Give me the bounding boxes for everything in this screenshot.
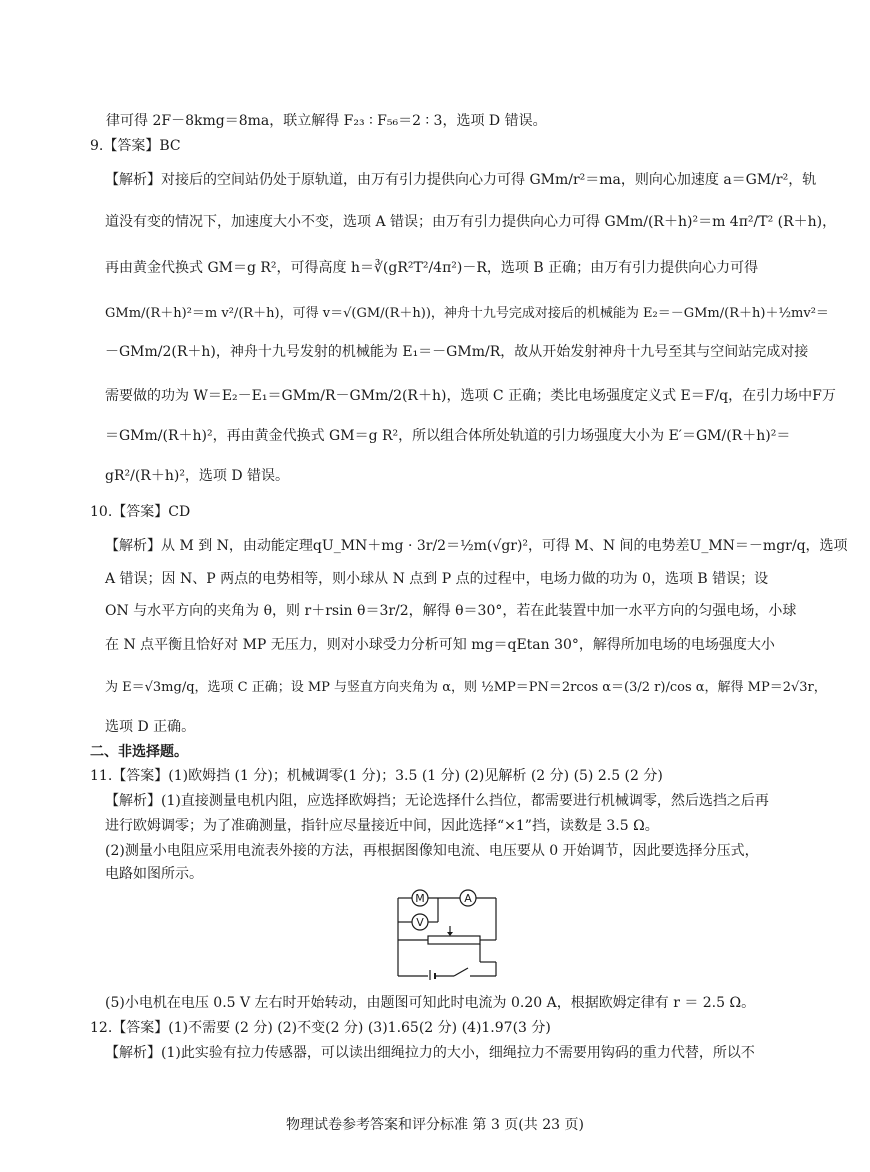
text-line: 【解析】对接后的空间站仍处于原轨道，由万有引力提供向心力可得 GMm/r²＝ma，则向心加速度 a＝GM/r²，轨 <box>105 172 817 188</box>
text-line: A 错误；因 N、P 两点的电势相等，则小球从 N 点到 P 点的过程中，电场力做的功为 0，选项 B 错误；设 <box>105 571 769 587</box>
answer-heading-12: 12.【答案】(1)不需要 (2 分) (2)不变(2 分) (3)1.65(2 分) (4)1.97(3 分) <box>90 1020 551 1036</box>
answer-heading-11: 11.【答案】(1)欧姆挡 (1 分)；机械调零(1 分)；3.5 (1 分) (2)见解析 (2 分) (5) 2.5 (2 分) <box>90 768 663 784</box>
text-line: 进行欧姆调零；为了准确测量，指针应尽量接近中间，因此选择“×1”挡，读数是 3.5 Ω。 <box>105 818 659 834</box>
text-line: 需要做的功为 W＝E₂－E₁＝GMm/R－GMm/2(R＋h)，选项 C 正确；类比电场强度定义式 E＝F/q，在引力场中F万 <box>105 388 836 404</box>
circuit-diagram <box>388 888 504 980</box>
text-line: 在 N 点平衡且恰好对 MP 无压力，则对小球受力分析可知 mg＝qEtan 30°，解得所加电场的电场强度大小 <box>105 637 775 653</box>
text-line: 【解析】从 M 到 N，由动能定理qU_MN＋mg · 3r/2＝½m(√gr)²，可得 M、N 间的电势差U_MN＝－mgr/q，选项 <box>105 538 848 554</box>
text-line: 选项 D 正确。 <box>105 719 196 735</box>
text-line: 律可得 2F－8kmg＝8ma，联立解得 F₂₃ ∶ F₅₆＝2 ∶ 3，选项 D 错误。 <box>106 113 547 129</box>
text-line: 【解析】(1)直接测量电机内阻，应选择欧姆挡；无论选择什么挡位，都需要进行机械调零，然后选挡之后再 <box>105 793 769 809</box>
answer-heading-10: 10.【答案】CD <box>90 504 191 520</box>
text-line: (5)小电机在电压 0.5 V 左右时开始转动，由题图可知此时电流为 0.20 A，根据欧姆定律有 r ＝ 2.5 Ω。 <box>105 995 756 1011</box>
motor-label: M <box>415 892 425 905</box>
text-line: ON 与水平方向的夹角为 θ，则 r＋rsin θ＝3r/2，解得 θ＝30°，若在此装置中加一水平方向的匀强电场，小球 <box>105 603 797 619</box>
text-line: gR²/(R＋h)²，选项 D 错误。 <box>105 468 290 484</box>
answer-heading-9: 9.【答案】BC <box>90 138 181 154</box>
ammeter-label: A <box>464 892 472 905</box>
text-line: (2)测量小电阻应采用电流表外接的方法，再根据图像知电流、电压要从 0 开始调节，因此要选择分压式， <box>105 843 759 859</box>
text-line: －GMm/2(R＋h)，神舟十九号发射的机械能为 E₁＝－GMm/R，故从开始发射神舟十九号至其与空间站完成对接 <box>105 344 809 360</box>
voltmeter-label: V <box>416 916 424 929</box>
text-line: 【解析】(1)此实验有拉力传感器，可以读出细绳拉力的大小，细绳拉力不需要用钩码的重力代替，所以不 <box>105 1045 755 1061</box>
text-line: GMm/(R＋h)²＝m v²/(R＋h)，可得 v＝√(GM/(R＋h))，神舟十九号完成对接后的机械能为 E₂＝－GMm/(R＋h)＋½mv²＝ <box>105 306 829 321</box>
text-line: 道没有变的情况下，加速度大小不变，选项 A 错误；由万有引力提供向心力可得 GMm/(R＋h)²＝m 4π²/T² (R＋h)， <box>105 214 837 230</box>
page-footer: 物理试卷参考答案和评分标准 第 3 页(共 23 页) <box>286 1117 584 1133</box>
text-line: 再由黄金代换式 GM＝g R²，可得高度 h＝∛(gR²T²/4π²)－R，选项 B 正确；由万有引力提供向心力可得 <box>105 260 759 276</box>
section-heading: 二、非选择题。 <box>90 744 188 760</box>
text-line: 为 E＝√3mg/q，选项 C 正确；设 MP 与竖直方向夹角为 α，则 ½MP＝PN＝2rcos α＝(3/2 r)/cos α，解得 MP＝2√3r， <box>105 680 827 695</box>
text-line: 电路如图所示。 <box>105 866 203 882</box>
text-line: ＝GMm/(R＋h)²，再由黄金代换式 GM＝g R²，所以组合体所处轨道的引力场强度大小为 E′＝GM/(R＋h)²＝ <box>105 428 791 444</box>
